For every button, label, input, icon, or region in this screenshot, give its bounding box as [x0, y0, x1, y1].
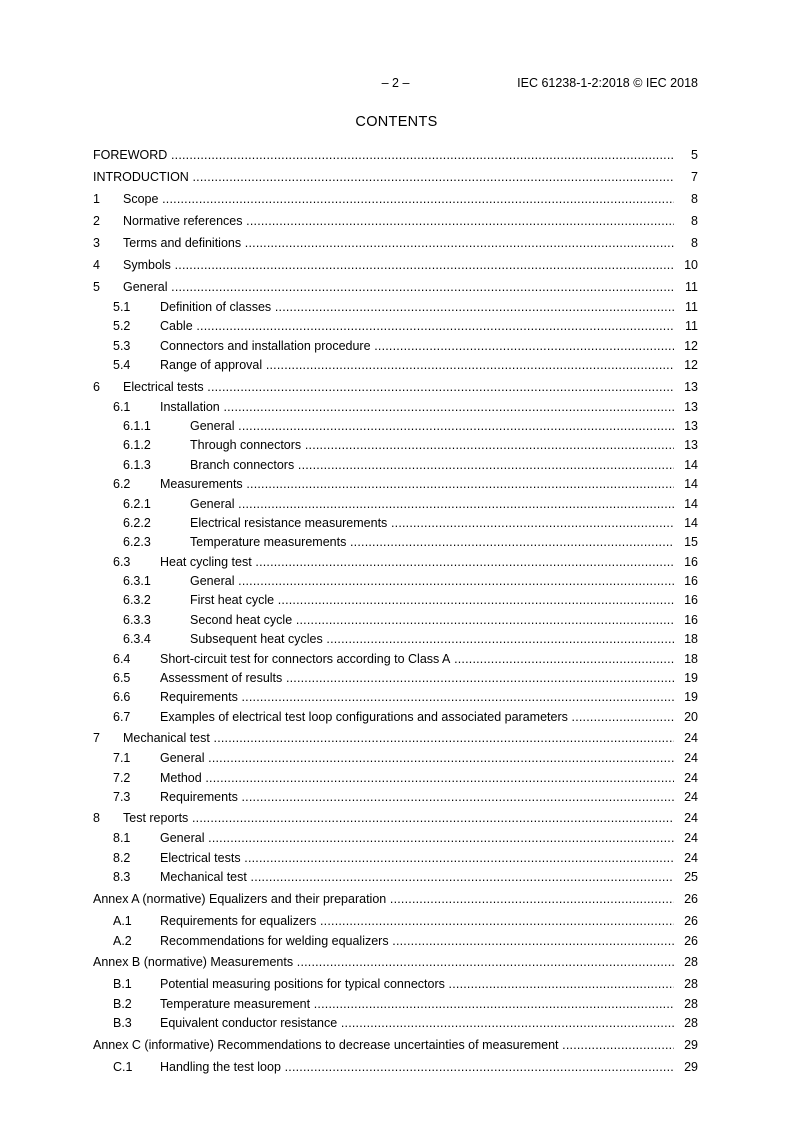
toc-entry-number: 7.3	[113, 789, 131, 804]
toc-entry-page: 29	[674, 1056, 698, 1078]
toc-entry-title: General .....	[190, 495, 674, 514]
table-of-contents	[93, 144, 698, 1078]
toc-entry-number: A.2	[113, 933, 132, 948]
toc-entry-number: 6.1	[113, 399, 131, 414]
toc-entry-title: Cable .....	[160, 317, 674, 336]
toc-entry-number: 6.1.3	[123, 457, 151, 472]
toc-entry-page: 5	[674, 144, 698, 166]
toc-entry[interactable]	[93, 1056, 698, 1078]
toc-entry[interactable]	[93, 849, 698, 868]
toc-entry-page: 11	[674, 276, 698, 298]
toc-entry-title: Second heat cycle .....	[190, 611, 674, 630]
toc-entry-number: 6.2.1	[123, 496, 151, 511]
toc-entry-number: 2	[93, 214, 100, 228]
toc-entry-page: 16	[674, 572, 698, 591]
toc-entry-page: 13	[674, 417, 698, 436]
toc-entry-title: Potential measuring positions for typical connectors .....	[160, 973, 674, 995]
toc-entry[interactable]	[93, 276, 698, 298]
toc-entry-title: Normative references .....	[123, 210, 674, 232]
toc-entry-number: 3	[93, 236, 100, 250]
toc-entry[interactable]	[93, 611, 698, 630]
toc-entry-number: 7	[93, 731, 100, 746]
toc-entry-page: 28	[674, 995, 698, 1014]
toc-entry-number: A.1	[113, 913, 132, 928]
toc-entry-number: 6.4	[113, 651, 131, 666]
toc-entry[interactable]	[93, 669, 698, 688]
toc-entry[interactable]	[93, 807, 698, 829]
toc-entry-page: 16	[674, 611, 698, 630]
toc-entry-number: 8	[93, 811, 100, 826]
toc-entry[interactable]	[93, 317, 698, 336]
toc-entry-page: 28	[674, 951, 698, 973]
toc-entry[interactable]	[93, 1034, 698, 1056]
toc-entry[interactable]	[93, 232, 698, 254]
toc-entry-page: 20	[674, 708, 698, 727]
page-number: – 2 –	[381, 76, 410, 90]
toc-entry-title: Electrical tests .....	[123, 376, 674, 398]
toc-entry-page: 24	[674, 829, 698, 848]
toc-entry[interactable]	[93, 456, 698, 475]
toc-entry-title: Assessment of results .....	[160, 669, 674, 688]
toc-entry-number: 5.4	[113, 358, 131, 373]
toc-entry[interactable]	[93, 144, 698, 166]
toc-entry[interactable]	[93, 868, 698, 887]
toc-entry-title: Requirements for equalizers .....	[160, 910, 674, 932]
toc-entry-page: 19	[674, 688, 698, 707]
toc-entry-page: 8	[674, 188, 698, 210]
toc-entry-page: 8	[674, 210, 698, 232]
toc-entry[interactable]	[93, 436, 698, 455]
document-id: IEC 61238-1-2:2018 © IEC 2018	[517, 76, 698, 90]
toc-entry-title: Requirements .....	[160, 788, 674, 807]
toc-entry-title: Definition of classes .....	[160, 298, 674, 317]
toc-entry-title: Equivalent conductor resistance .....	[160, 1014, 674, 1033]
toc-entry-title: Annex C (informative) Recommendations to decrease uncertainties of measurement .....	[93, 1034, 674, 1056]
toc-entry-number: 1	[93, 192, 100, 206]
toc-entry-title: Heat cycling test .....	[160, 553, 674, 572]
toc-entry[interactable]	[93, 888, 698, 910]
toc-entry-number: 6.6	[113, 690, 131, 705]
toc-entry-title: Mechanical test .....	[123, 727, 674, 749]
toc-entry-page: 13	[674, 436, 698, 455]
toc-entry[interactable]	[93, 572, 698, 591]
toc-entry-page: 24	[674, 749, 698, 768]
toc-entry-page: 14	[674, 456, 698, 475]
toc-entry-number: 6.5	[113, 671, 131, 686]
toc-entry[interactable]	[93, 166, 698, 188]
toc-entry-title: Measurements .....	[160, 475, 674, 494]
toc-entry[interactable]	[93, 356, 698, 375]
toc-entry-page: 26	[674, 888, 698, 910]
toc-entry-title: Requirements .....	[160, 688, 674, 707]
toc-entry-title: General .....	[123, 276, 674, 298]
toc-entry-page: 28	[674, 1014, 698, 1033]
toc-entry[interactable]	[93, 553, 698, 572]
toc-entry-page: 12	[674, 356, 698, 375]
toc-entry-title: Symbols .....	[123, 254, 674, 276]
toc-entry-number: B.3	[113, 1016, 132, 1031]
toc-entry-title: Scope .....	[123, 188, 674, 210]
toc-entry[interactable]	[93, 398, 698, 417]
toc-entry-number: 7.1	[113, 751, 131, 766]
toc-entry-title: Temperature measurements .....	[190, 533, 674, 552]
toc-entry[interactable]	[93, 932, 698, 951]
toc-entry-title: Installation .....	[160, 398, 674, 417]
toc-entry-number: 6.1.1	[123, 418, 151, 433]
toc-entry-page: 8	[674, 232, 698, 254]
toc-entry-title: General .....	[190, 572, 674, 591]
toc-entry-number: 7.2	[113, 770, 131, 785]
toc-entry-page: 14	[674, 475, 698, 494]
page-header	[93, 76, 698, 92]
toc-entry-page: 26	[674, 910, 698, 932]
toc-entry-page: 11	[674, 298, 698, 317]
toc-entry-title: Branch connectors .....	[190, 456, 674, 475]
toc-entry-title: Recommendations for welding equalizers .....	[160, 932, 674, 951]
toc-entry-title: Method .....	[160, 769, 674, 788]
toc-entry-page: 18	[674, 650, 698, 669]
toc-entry[interactable]	[93, 337, 698, 356]
toc-entry[interactable]	[93, 951, 698, 973]
toc-entry-page: 24	[674, 849, 698, 868]
toc-entry-page: 14	[674, 495, 698, 514]
toc-entry[interactable]	[93, 495, 698, 514]
toc-entry[interactable]	[93, 769, 698, 788]
toc-entry-number: 6.2	[113, 477, 131, 492]
toc-entry-title: General .....	[160, 749, 674, 768]
toc-entry[interactable]	[93, 188, 698, 210]
toc-entry-page: 24	[674, 788, 698, 807]
toc-entry-number: 6.1.2	[123, 438, 151, 453]
toc-entry-title: Short-circuit test for connectors according to Class A .....	[160, 650, 674, 669]
toc-entry[interactable]	[93, 973, 698, 995]
toc-entry-page: 16	[674, 553, 698, 572]
toc-entry-title: Range of approval .....	[160, 356, 674, 375]
toc-entry-page: 24	[674, 769, 698, 788]
toc-entry-number: 5.3	[113, 338, 131, 353]
toc-entry-number: 6.3	[113, 554, 131, 569]
toc-entry[interactable]	[93, 376, 698, 398]
toc-entry-number: 6.3.2	[123, 593, 151, 608]
toc-entry-title: Through connectors .....	[190, 436, 674, 455]
toc-entry-page: 24	[674, 807, 698, 829]
toc-entry[interactable]	[93, 254, 698, 276]
toc-entry-page: 7	[674, 166, 698, 188]
toc-entry-page: 18	[674, 630, 698, 649]
toc-entry-number: C.1	[113, 1059, 133, 1074]
toc-entry-page: 28	[674, 973, 698, 995]
toc-entry-number: 4	[93, 258, 100, 272]
toc-entry-title: Test reports .....	[123, 807, 674, 829]
page-title: CONTENTS	[355, 114, 438, 130]
toc-entry-number: 8.2	[113, 850, 131, 865]
toc-entry-title: FOREWORD .....	[93, 144, 674, 166]
toc-entry-number: 6.3.4	[123, 632, 151, 647]
toc-entry[interactable]	[93, 1014, 698, 1033]
toc-entry-number: 6.2.2	[123, 515, 151, 530]
toc-entry[interactable]	[93, 591, 698, 610]
toc-entry-title: Terms and definitions .....	[123, 232, 674, 254]
toc-entry[interactable]	[93, 630, 698, 649]
toc-entry-title: INTRODUCTION .....	[93, 166, 674, 188]
toc-entry-page: 29	[674, 1034, 698, 1056]
toc-entry-page: 25	[674, 868, 698, 887]
toc-entry-number: 6	[93, 379, 100, 394]
toc-entry-number: B.2	[113, 996, 132, 1011]
toc-entry-number: 8.3	[113, 870, 131, 885]
toc-entry-title: Subsequent heat cycles .....	[190, 630, 674, 649]
toc-entry-page: 13	[674, 398, 698, 417]
toc-entry[interactable]	[93, 298, 698, 317]
toc-entry-page: 16	[674, 591, 698, 610]
toc-entry-title: Mechanical test .....	[160, 868, 674, 887]
toc-entry-title: Annex B (normative) Measurements .....	[93, 951, 674, 973]
toc-entry-number: 6.7	[113, 709, 131, 724]
toc-entry-number: 5.2	[113, 319, 131, 334]
toc-entry-title: First heat cycle .....	[190, 591, 674, 610]
toc-entry[interactable]	[93, 475, 698, 494]
toc-entry[interactable]	[93, 910, 698, 932]
toc-entry-title: General .....	[190, 417, 674, 436]
toc-entry[interactable]	[93, 514, 698, 533]
toc-entry-title: Examples of electrical test loop configurations and associated parameters .....	[160, 708, 674, 727]
toc-entry-page: 24	[674, 727, 698, 749]
toc-entry-page: 10	[674, 254, 698, 276]
toc-entry-page: 14	[674, 514, 698, 533]
toc-entry[interactable]	[93, 995, 698, 1014]
toc-entry-number: 6.2.3	[123, 535, 151, 550]
toc-entry[interactable]	[93, 829, 698, 848]
toc-entry-number: 5	[93, 280, 100, 294]
toc-entry-number: 5.1	[113, 300, 131, 314]
toc-entry[interactable]	[93, 650, 698, 669]
toc-entry[interactable]	[93, 417, 698, 436]
toc-entry-page: 12	[674, 337, 698, 356]
toc-entry-number: 6.3.3	[123, 612, 151, 627]
toc-entry[interactable]	[93, 749, 698, 768]
toc-entry[interactable]	[93, 788, 698, 807]
toc-entry-title: General .....	[160, 829, 674, 848]
toc-entry[interactable]	[93, 533, 698, 552]
toc-entry-title: Electrical tests .....	[160, 849, 674, 868]
toc-entry-title: Temperature measurement .....	[160, 995, 674, 1014]
toc-entry-title: Electrical resistance measurements .....	[190, 514, 674, 533]
toc-entry-title: Connectors and installation procedure .....	[160, 337, 674, 356]
toc-entry[interactable]	[93, 727, 698, 749]
toc-entry-title: Handling the test loop .....	[160, 1056, 674, 1078]
toc-entry-page: 15	[674, 533, 698, 552]
toc-entry[interactable]	[93, 708, 698, 727]
toc-entry[interactable]	[93, 210, 698, 232]
toc-entry-number: 8.1	[113, 831, 131, 846]
toc-entry-page: 11	[674, 317, 698, 336]
toc-entry-number: 6.3.1	[123, 574, 151, 589]
toc-entry-page: 26	[674, 932, 698, 951]
toc-entry-title: Annex A (normative) Equalizers and their preparation .....	[93, 888, 674, 910]
toc-entry[interactable]	[93, 688, 698, 707]
toc-entry-number: B.1	[113, 976, 132, 991]
toc-entry-page: 19	[674, 669, 698, 688]
toc-entry-page: 13	[674, 376, 698, 398]
